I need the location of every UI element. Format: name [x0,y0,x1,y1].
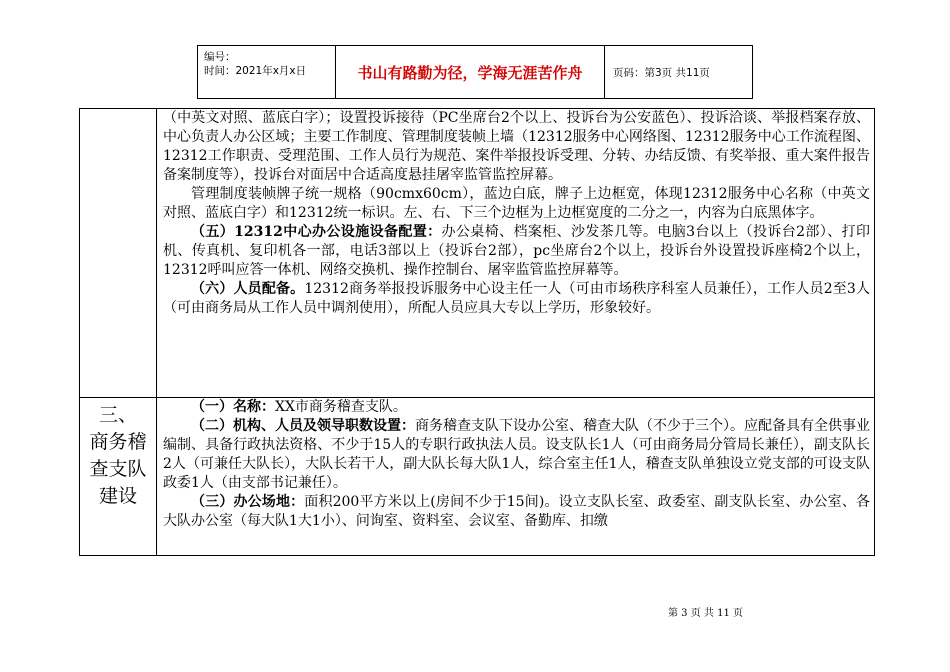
row-label-cell [80,398,157,556]
paragraph: （五）12312中心办公设施设备配置：办公桌椅、档案柜、沙发茶几等。电脑3台以上（投诉台2部）、打印机、传真机、复印机各一部，电话3部以上（投诉台2部），pc坐席台2个以上，投诉台外设置投诉座椅2个以上，12312呼叫应答一体机、网络交换机、操作控制台、屠宰监管监控屏幕等。 [163,224,870,278]
header-table [197,45,753,99]
row-content-cell [157,109,874,397]
header-page-label: 页码：第3页 共11页 [613,66,710,79]
row-content-cell [157,398,874,556]
paragraph: （一）名称：XX市商务稽查支队。 [191,399,407,415]
number-label: 编号： [204,51,236,63]
section-label: 三、 商务稽 查支队 建设 [89,404,147,507]
content-table [79,108,875,556]
paragraph: 管理制度装帧牌子统一规格（90cmx60cm），蓝边白底，牌子上边框宽，体现12312服务中心名称（中英文对照、蓝底白字）和12312统一标识。左、右、下三个边框为上边框宽度的二分之一，内容为白底黑体字。 [163,186,870,221]
table-row [80,109,874,398]
page-footer: 第 3 页 共 11 页 [668,608,743,619]
table-row [80,398,874,556]
paragraph: （二）机构、人员及领导职数设置：商务稽查支队下设办公室、稽查大队（不少于三个）。应配备具有全供事业编制、具备行政执法资格、不少于15人的专职行政执法人员。设支队长1人（可由商务局分管局长兼任），副支队长2人（可兼任大队长），大队长若干人，副大队长每大队1人，综合室主任1人，稽查支队单独设立党支部的可设支队政委1人（由支部书记兼任）。 [163,418,870,491]
paragraph: （六）人员配备。12312商务举报投诉服务中心设主任一人（可由市场秩序科室人员兼任），工作人员2至3人（可由商务局从工作人员中调剂使用），所配人员应具大专以上学历，形象较好。 [163,281,871,316]
paragraph: （三）办公场地：面积200平方米以上(房间不少于15间)。设立支队长室、政委室、副支队长室、办公室、各大队办公室（每大队1大1小）、问询室、资料室、会议室、备勤库、扣缴 [163,494,871,529]
time-label: 时间：2021年x月x日 [204,65,307,77]
paragraph: （中英文对照、蓝底白字）；设置投诉接待（PC坐席台2个以上、投诉台为公安蓝色）、投诉洽谈、举报档案存放、中心负责人办公区域；主要工作制度、管理制度装帧上墙（12312服务中心网络图、12312服务中心工作流程图、12312工作职责、受理范围、工作人员行为规范、案件举报投诉受理、分转、办结反馈、有奖举报、重大案件报告备案制度等），投诉台对面居中合适高度悬挂屠宰监管监控屏幕。 [163,110,870,183]
row-label-cell [80,109,157,397]
header-meta-cell [198,46,336,98]
header-motto: 书山有路勤为径，学海无涯苦作舟 [336,46,605,98]
